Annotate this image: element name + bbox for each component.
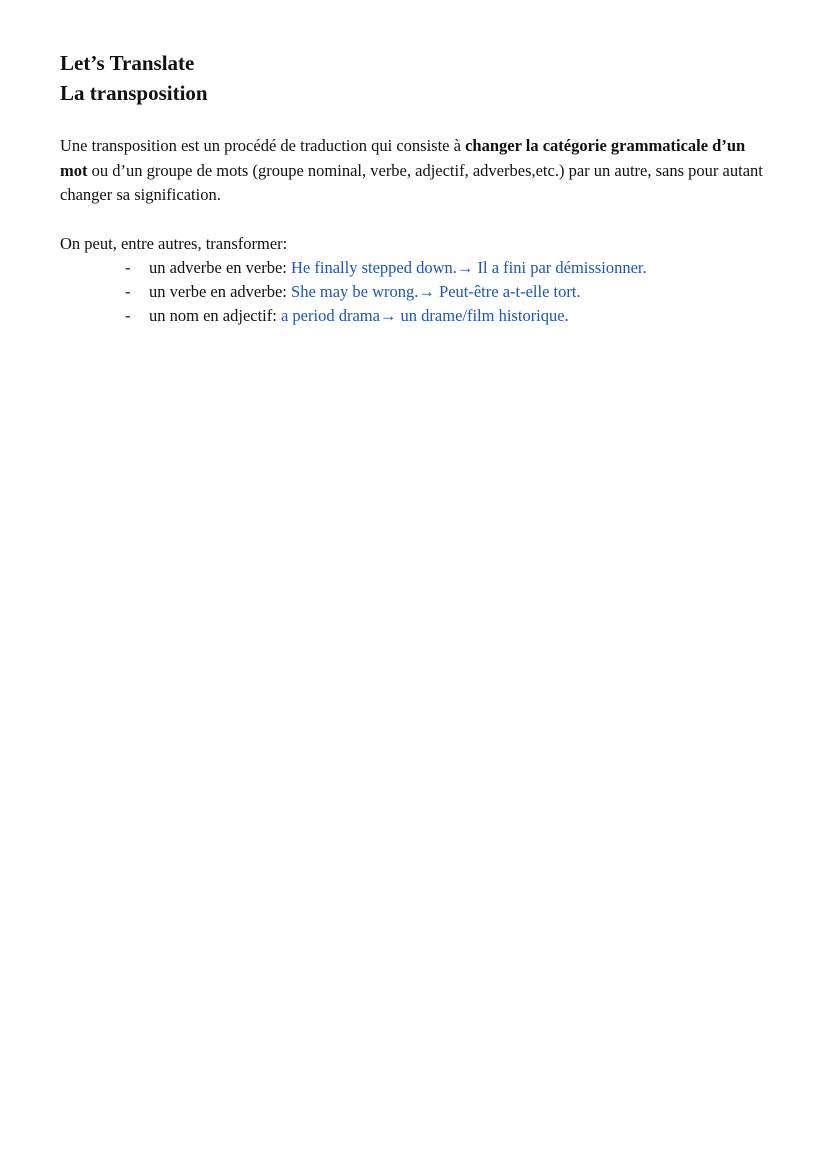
intro-paragraph (60, 134, 772, 208)
list-item-label: un nom en adjectif: (149, 305, 281, 325)
intro-text-start: Une transposition est un procédé de traduction qui consiste à (60, 136, 466, 155)
list-item-label: un adverbe en verbe: (149, 257, 292, 277)
transposition-list (60, 256, 772, 328)
intro-text-end: ou d’un groupe de mots (groupe nominal, verbe, adjectif, adverbes,etc.) par un autre, sans pour autant changer sa signification. (60, 160, 763, 204)
list-item-example: She may be wrong.→ Peut-être a-t-elle tort. (291, 281, 581, 301)
list-item-label: un verbe en adverbe: (149, 281, 292, 301)
dash-bullet: - (125, 281, 131, 301)
list-item (60, 256, 772, 280)
dash-bullet: - (125, 257, 131, 277)
document-page (60, 48, 772, 328)
document-title: Let’s Translate (60, 51, 195, 75)
list-item-example: He finally stepped down.→ Il a fini par démissionner. (291, 257, 647, 277)
dash-bullet: - (125, 305, 131, 325)
list-item (60, 304, 772, 328)
intro-bold-phrase: changer la catégorie grammaticale d’un mot (60, 136, 746, 180)
list-item-example: a period drama→ un drame/film historique. (280, 305, 569, 325)
document-subtitle: La transposition (60, 81, 208, 105)
list-item (60, 280, 772, 304)
list-lead-text: On peut, entre autres, transformer: (60, 233, 288, 253)
